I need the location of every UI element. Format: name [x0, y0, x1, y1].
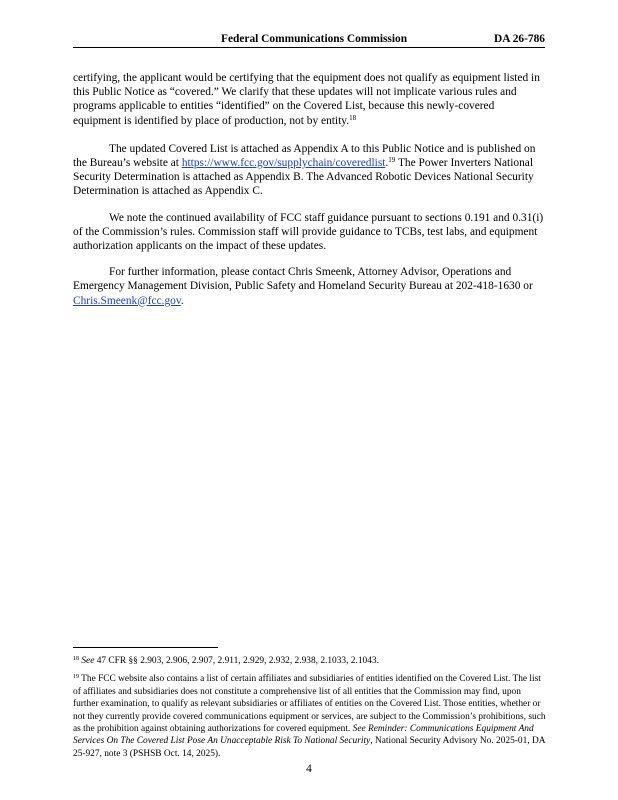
footnote-19-number: 19 [73, 674, 79, 681]
paragraph-4 [73, 265, 545, 308]
page-header [73, 33, 545, 48]
footnote-19 [73, 673, 547, 760]
paragraph-1 [73, 71, 545, 128]
paragraph-3 [73, 211, 545, 254]
footnote-19-citation: See Reminder: Communications Equipment And Services On The Covered List Pose An Unacceptable Risk To National Security [73, 724, 534, 747]
paragraph-4-text: For further information, please contact Chris Smeenk, Attorney Advisor, Operations and Emergency Management Division, Public Safety and Homeland Security Bureau at 202-418-1630 or [73, 266, 533, 293]
page-number: 4 [306, 763, 312, 775]
footnote-18 [73, 655, 547, 667]
agency-name: Federal Communications Commission [221, 33, 408, 45]
contact-email-link[interactable]: Chris.Smeenk@fcc.gov [73, 294, 181, 307]
footnote-19-end: , National Security Advisory No. 2025-01, DA 25-927, note 3 (PSHSB Oct. 14, 2025). [73, 736, 545, 759]
footnote-ref-19[interactable]: 19 [388, 156, 396, 165]
footnote-18-text: 47 CFR §§ 2.903, 2.906, 2.907, 2.911, 2.929, 2.932, 2.938, 2.1033, 2.1043. [94, 656, 379, 666]
paragraph-2-rest: The Power Inverters National Security Determination is attached as Appendix B. The Advanced Robotic Devices National Security Determination is attached as Appendix C. [73, 157, 534, 198]
footnote-18-number: 18 [73, 656, 79, 662]
paragraph-2-period: . [385, 157, 389, 170]
paragraph-2-text: The updated Covered List is attached as Appendix A to this Public Notice and is published on the Bureau’s website at [73, 142, 536, 170]
paragraph-1-text: certifying, the applicant would be certifying that the equipment does not qualify as equipment listed in this Public Notice as “covered.” We clarify that these updates will not implicate various rules and programs applicable to entities “identified” on the Covered List, because this newly-covered equipment is identified by place of production, not by entity. [73, 72, 540, 127]
paragraph-3-text: We note the continued availability of FCC staff guidance pursuant to sections 0.191 and 0.31(i) of the Commission’s rules. Commission staff will provide guidance to TCBs, test labs, and equipment authorization applicants on the impact of these updates. [73, 211, 544, 253]
covered-list-link[interactable]: https://www.fcc.gov/supplychain/coveredlist [181, 157, 386, 170]
paragraph-4-end: . [180, 294, 184, 307]
footnote-separator [73, 647, 218, 648]
paragraph-2 [73, 142, 545, 199]
footnote-19-text: The FCC website also contains a list of certain affiliates and subsidiaries of entities identified on the Covered List. The list of affiliates and subsidiaries does not constitute a comprehensive list of all entities that the Commission may find, upon further examination, to qualify as relevant subsidiaries or affiliates of entities on the Covered List. Those entities, whether or not they currently provide covered communications equipment or services, are subject to the Commission’s prohibitions, such as the prohibition against obtaining authorizations for covered equipment. [73, 674, 546, 735]
body-text [73, 71, 545, 320]
document-number: DA 26-786 [494, 33, 545, 45]
footnote-ref-18[interactable]: 18 [349, 113, 357, 122]
footnotes [73, 655, 547, 766]
footnote-18-see: See [81, 656, 95, 666]
